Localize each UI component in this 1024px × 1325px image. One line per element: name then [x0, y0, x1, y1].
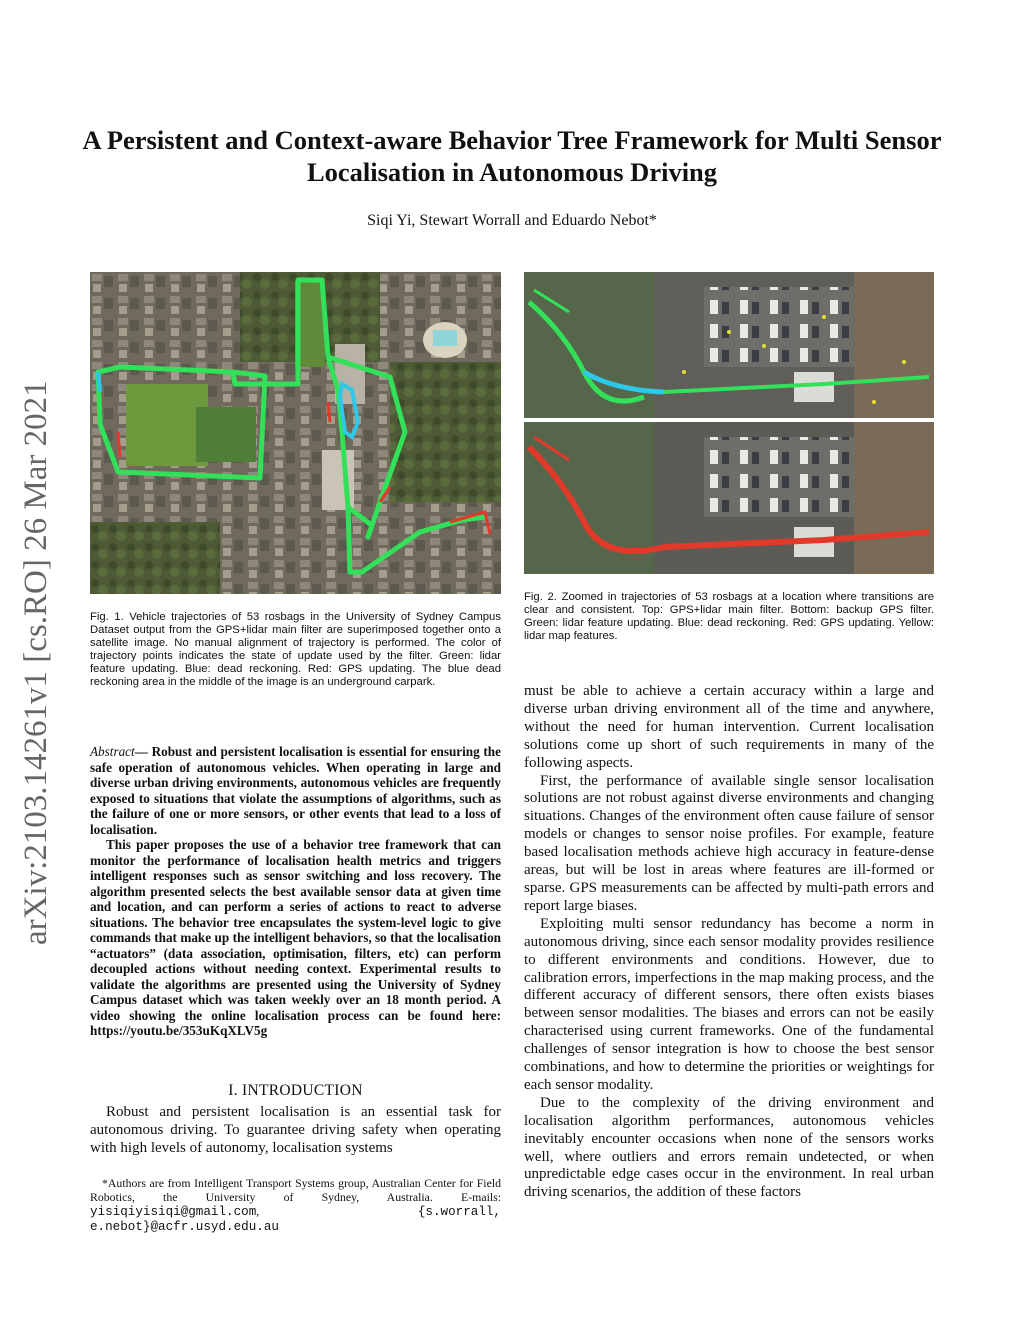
author-footnote	[90, 1176, 501, 1234]
right-paragraph-1: First, the performance of available single sensor localisation solutions are not robust against diverse environments and changing situations. Changes of the environment often cause failure of sensor models or changes to sensor noise profiles. For example, feature based localisation methods achieve high accuracy in feature-dense areas, but will be lost in areas where features are ill-formed or sparse. GPS measurements can be affected by multi-path errors and report large biases.	[524, 772, 934, 914]
abstract	[90, 744, 501, 1039]
arxiv-side-stamp	[14, 350, 56, 950]
right-paragraph-0: must be able to achieve a certain accuracy within a large and diverse urban driving environment all of the time and anywhere, without the need for human intervention. Current localisation solutions come up short of such requirements in many of the following aspects.	[524, 683, 934, 771]
abstract-text-1: Robust and persistent localisation is essential for ensuring the safe operation of autonomous vehicles. When operating in large and diverse urban driving environments, autonomous vehicles are frequently exposed to situations that violate the assumptions of algorithms, such as the failure of one or more sensors, or other events that lead to a loss of localisation.	[90, 744, 501, 837]
fig2-top-panel	[524, 272, 934, 418]
figure-1-campus-trajectories	[90, 272, 501, 594]
footnote-separator: ,	[256, 1204, 418, 1218]
paper-title: A Persistent and Context-aware Behavior Tree Framework for Multi Sensor Localisation in Autonomous Driving	[82, 125, 942, 187]
right-paragraph-3: Due to the complexity of the driving environment and localisation algorithm performances, autonomous vehicles inevitably encounter occasions when none of the sensors works well, where outliers and errors remain undetected, or when unpredictable edge cases occur in the environment. In real urban driving scenarios, the addition of these factors	[524, 1094, 934, 1201]
author-list: Siqi Yi, Stewart Worrall and Eduardo Nebot*	[367, 212, 657, 229]
abstract-paragraph-2: This paper proposes the use of a behavior tree framework that can monitor the performance of localisation health metrics and triggers intelligent responses such as sensor switching and loss recovery. The algorithm presented selects the best available sensor data at given time and location, and can perform a series of actions to react to adverse situations. The behavior tree encapsulates the system-level logic to give commands that make up the intelligent behaviors, so that the localisation “actuators” (data association, optimisation, filters, etc) can perform decoupled actions without needing context. Experimental results to validate the algorithms are presented using the University of Sydney Campus dataset which was taken weekly over an 18 month period. A video showing the online localisation process can be found here: https://youtu.be/353uKqXLV5g	[90, 837, 501, 1038]
abstract-dash: —	[134, 744, 152, 759]
intro-paragraph-1: Robust and persistent localisation is an essential task for autonomous driving. To guarantee driving safety when operating with high levels of autonomy, localisation systems	[90, 1104, 501, 1156]
footnote-email-1: yisiqiyisiqi@gmail.com	[90, 1205, 257, 1219]
right-paragraph-2: Exploiting multi sensor redundancy has become a norm in autonomous driving, since each sensor modality provides resilience to different environments and conditions. However, due to calibration errors, imperfections in the map making process, and the different accuracy of different sensors, there often exists biases between sensor modalities. The biases and errors can not be easily characterised using current frameworks. One of the fundamental challenges of sensor integration is how to choose the best sensor combinations, and how to determine the priorities or weightings for each sensor modality.	[524, 915, 934, 1093]
figure-1-caption: Fig. 1. Vehicle trajectories of 53 rosbags in the University of Sydney Campus Dataset output from the GPS+lidar main filter are superimposed together onto a satellite image. No manual alignment of trajectory is performed. The color of trajectory points indicates the state of update used by the filter. Green: lidar feature updating. Blue: dead reckoning. Red: GPS updating. The blue dead reckoning area in the middle of the image is an underground carpark.	[90, 611, 501, 688]
right-column-body	[524, 683, 934, 1202]
figure-2-caption: Fig. 2. Zoomed in trajectories of 53 rosbags at a location where transitions are clear and consistent. Top: GPS+lidar main filter. Bottom: backup GPS filter. Green: lidar feature updating. Blue: dead reckoning. Red: GPS updating. Yellow: lidar map features.	[524, 591, 934, 642]
abstract-paragraph-1	[90, 744, 501, 837]
footnote-text: *Authors are from Intelligent Transport Systems group, Australian Center for Field Robotics, the University of Sydney, Australia. E-mails:	[90, 1176, 501, 1204]
arxiv-stamp-text: arXiv:2103.14261v1 [cs.RO] 26 Mar 2021	[18, 380, 54, 945]
section-heading-introduction: I. INTRODUCTION	[228, 1082, 363, 1099]
abstract-label: Abstract	[90, 744, 135, 759]
footnote-email-2: {s.worrall, e.nebot}@acfr.usyd.edu.au	[90, 1205, 501, 1234]
figure-2-zoomed-trajectories	[524, 272, 934, 574]
fig2-bottom-panel	[524, 422, 934, 574]
left-column-body	[90, 1104, 501, 1158]
